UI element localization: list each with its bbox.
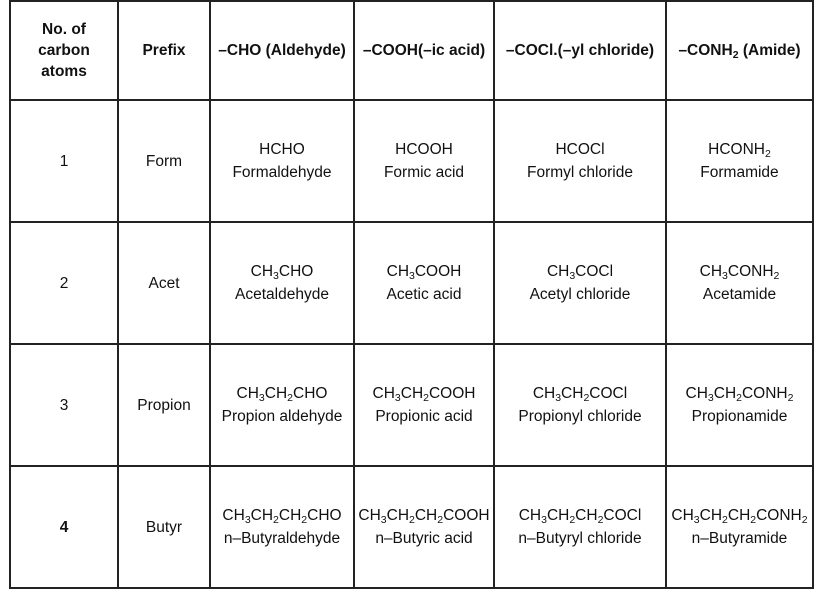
acid-cell-formula: HCOOH: [395, 141, 453, 158]
acid-cell-formula: $CH_3CH_2COOH$: [372, 385, 476, 404]
prefix-cell: Acet: [118, 222, 210, 344]
chloride-cell-formula: $CH_3CH_2COCl$: [532, 385, 628, 404]
table-row: [10, 344, 813, 466]
carbon-count-cell: 3: [10, 344, 118, 466]
aldehyde-cell-formula: $CH_3CH_2CHO$: [236, 385, 328, 404]
carbon-count-cell: 1: [10, 100, 118, 222]
amide-cell-name: Acetamide: [702, 286, 777, 303]
aldehyde-cell-formula: HCHO: [259, 141, 305, 158]
acid-cell-name: n–Butyric acid: [375, 530, 473, 547]
chloride-cell-formula: HCOCl: [555, 141, 605, 158]
header-chloride: –COCl.(–yl chloride): [494, 1, 666, 100]
amide-cell-name: Formamide: [700, 164, 779, 181]
amide-cell: [666, 100, 813, 222]
acid-cell: [354, 100, 494, 222]
aldehyde-cell-name: n–Butyraldehyde: [223, 530, 341, 547]
prefix-cell: Butyr: [118, 466, 210, 588]
table-row: [10, 222, 813, 344]
amide-cell: [666, 344, 813, 466]
prefix-cell: Propion: [118, 344, 210, 466]
aldehyde-cell: [210, 344, 354, 466]
acid-cell-name: Acetic acid: [386, 286, 462, 303]
header-aldehyde: –CHO (Aldehyde): [210, 1, 354, 100]
aldehyde-cell-name: Acetaldehyde: [235, 286, 329, 303]
acid-cell-name: Formic acid: [383, 164, 465, 181]
acid-cell-formula: $CH_3CH_2CH_2COOH$: [358, 507, 490, 526]
acid-cell: [354, 344, 494, 466]
table-row: [10, 466, 813, 588]
chloride-cell-name: Propionyl chloride: [518, 408, 642, 425]
aldehyde-cell-name: Propion aldehyde: [221, 408, 343, 425]
header-prefix: Prefix: [118, 1, 210, 100]
aldehyde-cell: [210, 222, 354, 344]
aldehyde-cell: [210, 466, 354, 588]
amide-cell-name: n–Butyramide: [691, 530, 788, 547]
prefix-cell: Form: [118, 100, 210, 222]
amide-cell: [666, 222, 813, 344]
chloride-cell: [494, 466, 666, 588]
acid-cell-formula: $CH_3COOH$: [386, 263, 462, 282]
chloride-cell-name: Formyl chloride: [527, 164, 633, 181]
acid-cell-name: Propionic acid: [375, 408, 473, 425]
functional-group-naming-table: [9, 0, 814, 589]
amide-cell-formula: $CH_3CH_2CONH_2$: [685, 385, 794, 404]
amide-cell-formula: $CH_3CONH_2$: [699, 263, 780, 282]
aldehyde-cell-formula: $CH_3CH_2CH_2CHO$: [222, 507, 342, 526]
chloride-cell-name: n–Butyryl chloride: [518, 530, 642, 547]
header-amide: $-CONH_2$ (Amide): [666, 1, 813, 100]
chloride-cell: [494, 100, 666, 222]
chloride-cell: [494, 222, 666, 344]
chloride-cell-name: Acetyl chloride: [529, 286, 631, 303]
acid-cell: [354, 222, 494, 344]
header-acid: –COOH(–ic acid): [354, 1, 494, 100]
header-row: [10, 1, 813, 100]
chloride-cell-formula: $CH_3CH_2CH_2COCl$: [518, 507, 642, 526]
amide-cell: [666, 466, 813, 588]
aldehyde-cell: [210, 100, 354, 222]
acid-cell: [354, 466, 494, 588]
aldehyde-cell-formula: $CH_3CHO$: [250, 263, 314, 282]
table-row: [10, 100, 813, 222]
amide-cell-formula: $HCONH_2$: [708, 141, 771, 160]
chloride-cell: [494, 344, 666, 466]
amide-cell-name: Propionamide: [691, 408, 788, 425]
carbon-count-cell: 4: [10, 466, 118, 588]
amide-cell-formula: $CH_3CH_2CH_2CONH_2$: [671, 507, 808, 526]
chloride-cell-formula: $CH_3COCl$: [546, 263, 614, 282]
header-carbon-atoms: No. of carbon atoms: [10, 1, 118, 100]
carbon-count-cell: 2: [10, 222, 118, 344]
aldehyde-cell-name: Formaldehyde: [232, 164, 332, 181]
